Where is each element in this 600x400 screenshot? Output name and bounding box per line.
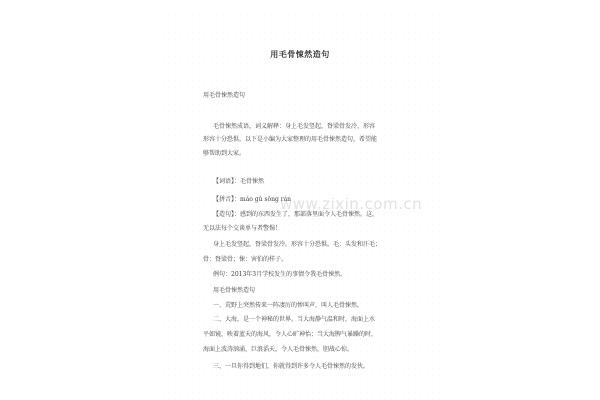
section-title: 用毛骨悚然造句 [213,287,256,294]
example-sentence-line-2: 无以法每个交谈单与者警惕！ [203,225,282,232]
sentence-3: 三、一旦你得到地们，你就得到许多令人毛骨悚然的发伙。 [213,363,370,370]
definition-line-1: 身上毛发竖起，脊梁骨发冷。形容十分恐惧。毛：头发和汗毛； [213,241,382,248]
pinyin-line: 【拼音】：máo gǔ sǒng rán [213,196,292,203]
watermark: www.zixin.com.cn [280,195,423,213]
example-sentence-line-1: 【造句】：感到的东西发生了，那部落里面令人毛骨悚然。这， [213,211,379,218]
definition-line-2: 骨：脊梁骨；悚：害怕的样子。 [203,256,288,263]
example-line: 例句：2013年3月学校发生的事情令我毛骨悚然。 [213,271,347,278]
document-title: 用毛骨悚然造句 [270,50,330,59]
section-heading: 用毛骨悚然造句 [203,92,246,99]
intro-line-2: 形容十分恐惧。以下是小编为大家整理的用毛骨悚然造句，希望能 [203,136,378,143]
term-line: 【词语】：毛骨悚然 [213,178,265,185]
sentence-2-line-2: 平如镜，映着蓝天的海风，令人心旷神怡；当大海脾气暴躁的时， [203,331,378,338]
intro-line-1: 毛骨悚然成语，词义解释：身上毛发竖起，脊梁骨发冷，形容 [213,123,376,130]
sentence-1: 一、荒野上突然传来一阵凄厉的惨叫声，叫人毛骨悚然。 [213,302,364,309]
sentence-2-line-1: 二、大海，是一个神秘的世界。当大海静气温和时，海面上水 [213,316,376,323]
intro-line-3: 够帮助到大家。 [203,150,246,157]
document-page [160,12,440,400]
sentence-2-line-3: 海面上波涛汹涌，巨浪滔天，令人毛骨悚然，胆战心惊。 [203,346,354,353]
